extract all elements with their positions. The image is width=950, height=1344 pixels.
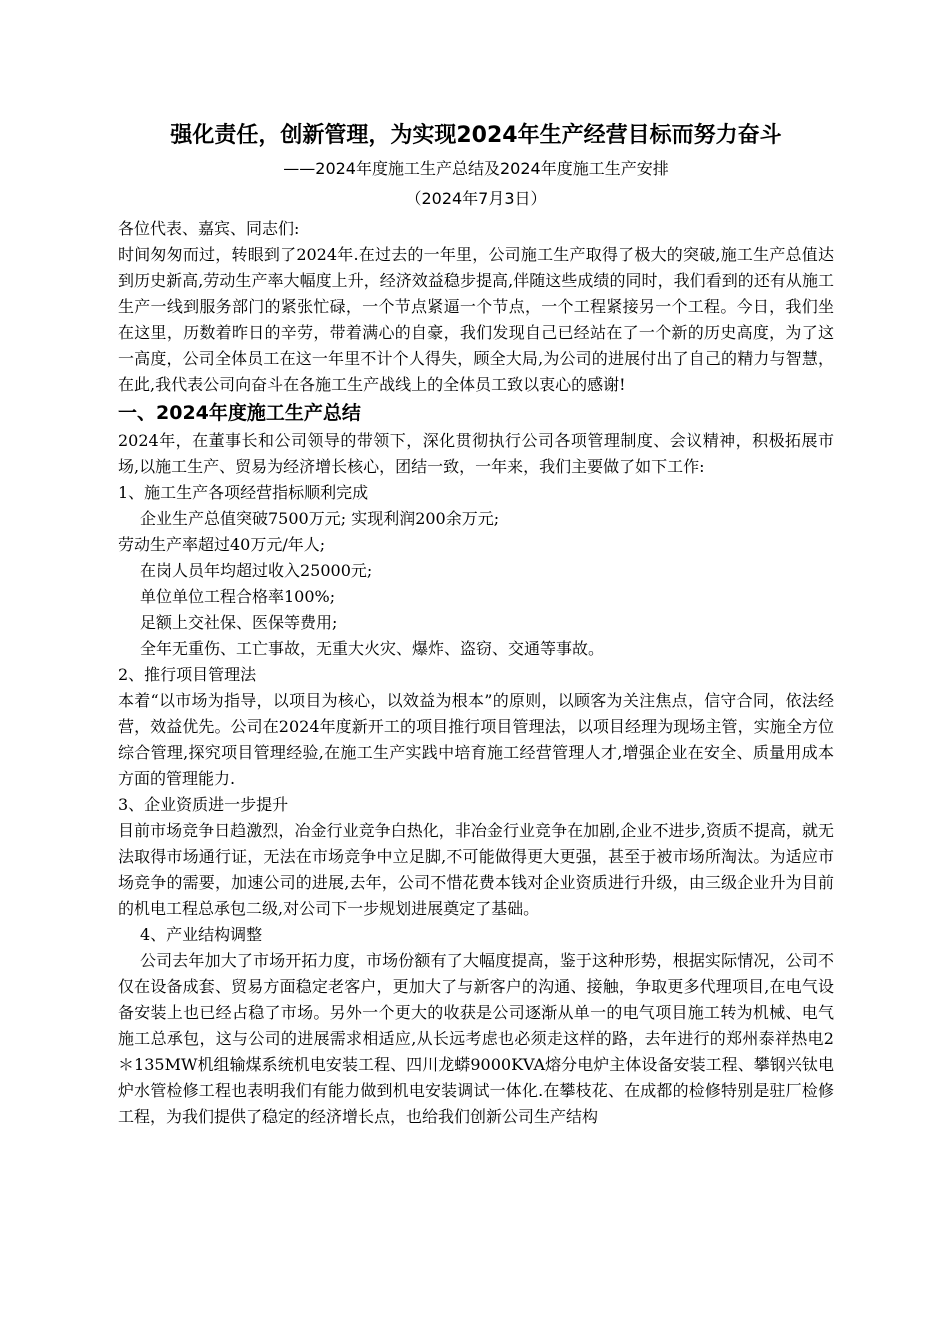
document-page bbox=[118, 118, 834, 1130]
indicator-line: 全年无重伤、工亡事故，无重大火灾、爆炸、盗窃、交通等事故。 bbox=[140, 639, 605, 658]
indicator-line: 劳动生产率超过40万元/年人; bbox=[118, 535, 326, 554]
section-heading-summary: 一、2024年度施工生产总结 bbox=[118, 402, 361, 424]
structure-paragraph: 公司去年加大了市场开拓力度，市场份额有了大幅度提高，鉴于这种形势，根据实际情况，公司不仅在设备成套、贸易方面稳定老客户，更加大了与新客户的沟通、接触，争取更多代理项目,在电气设备安装上也已经占稳了市场。另外一个更大的收获是公司逐渐从单一的电气项目施工转为机械、电气施工总承包，这与公司的进展需求相适应,从长远考虑也必须走这样的路，去年进行的郑州泰祥热电2＊135MW机组输煤系统机电安装工程、四川龙蟒9000KVA熔分电炉主体设备安装工程、攀钢兴钛电炉水管检修工程也表明我们有能力做到机电安装调试一体化.在攀枝花、在成都的检修特别是驻厂检修工程，为我们提供了稳定的经济增长点，也给我们创新公司生产结构 bbox=[118, 951, 834, 1126]
project-management-paragraph: 本着“以市场为指导，以项目为核心，以效益为根本”的原则，以顾客为关注焦点，信守合同，依法经营，效益优先。公司在2024年度新开工的项目推行项目管理法，以项目经理为现场主管，实施全方位综合管理,探究项目管理经验,在施工生产实践中培育施工经营管理人才,增强企业在安全、质量用成本方面的管理能力. bbox=[118, 691, 834, 788]
item-heading-qualification: 3、企业资质进一步提升 bbox=[118, 795, 289, 814]
indicator-line: 单位单位工程合格率100%; bbox=[140, 587, 336, 606]
indicator-line: 在岗人员年均超过收入25000元; bbox=[140, 561, 373, 580]
item-heading-structure: 4、产业结构调整 bbox=[140, 925, 263, 944]
document-date: （2024年7月3日） bbox=[405, 189, 547, 208]
section-intro-paragraph: 2024年，在董事长和公司领导的带领下，深化贯彻执行公司各项管理制度、会议精神，积极拓展市场,以施工生产、贸易为经济增长核心，团结一致，一年来，我们主要做了如下工作: bbox=[118, 431, 834, 476]
indicator-line: 企业生产总值突破7500万元; 实现利润200余万元; bbox=[140, 509, 500, 528]
item-heading-project-management: 2、推行项目管理法 bbox=[118, 665, 257, 684]
qualification-paragraph: 目前市场竞争日趋激烈，冶金行业竞争白热化，非冶金行业竞争在加剧,企业不进步,资质不提高，就无法取得市场通行证，无法在市场竞争中立足脚,不可能做得更大更强，甚至于被市场所淘汰。为适应市场竞争的需要，加速公司的进展,去年，公司不惜花费本钱对企业资质进行升级，由三级企业升为目前的机电工程总承包二级,对公司下一步规划进展奠定了基础。 bbox=[118, 821, 834, 918]
document-subtitle: ——2024年度施工生产总结及2024年度施工生产安排 bbox=[283, 159, 669, 178]
greeting: 各位代表、嘉宾、同志们: bbox=[118, 219, 300, 238]
item-heading-indicators: 1、施工生产各项经营指标顺利完成 bbox=[118, 483, 369, 502]
document-title: 强化责任，创新管理，为实现2024年生产经营目标而努力奋斗 bbox=[170, 123, 782, 148]
indicator-line: 足额上交社保、医保等费用; bbox=[140, 613, 338, 632]
intro-paragraph: 时间匆匆而过，转眼到了2024年.在过去的一年里，公司施工生产取得了极大的突破,施工生产总值达到历史新高,劳动生产率大幅度上升，经济效益稳步提高,伴随这些成绩的同时，我们看到的还有从施工生产一线到服务部门的紧张忙碌，一个节点紧逼一个节点，一个工程紧接另一个工程。今日，我们坐在这里，历数着昨日的辛劳，带着满心的自豪，我们发现自己已经站在了一个新的历史高度，为了这一高度，公司全体员工在这一年里不计个人得失，顾全大局,为公司的进展付出了自己的精力与智慧，在此,我代表公司向奋斗在各施工生产战线上的全体员工致以衷心的感谢! bbox=[118, 245, 834, 394]
